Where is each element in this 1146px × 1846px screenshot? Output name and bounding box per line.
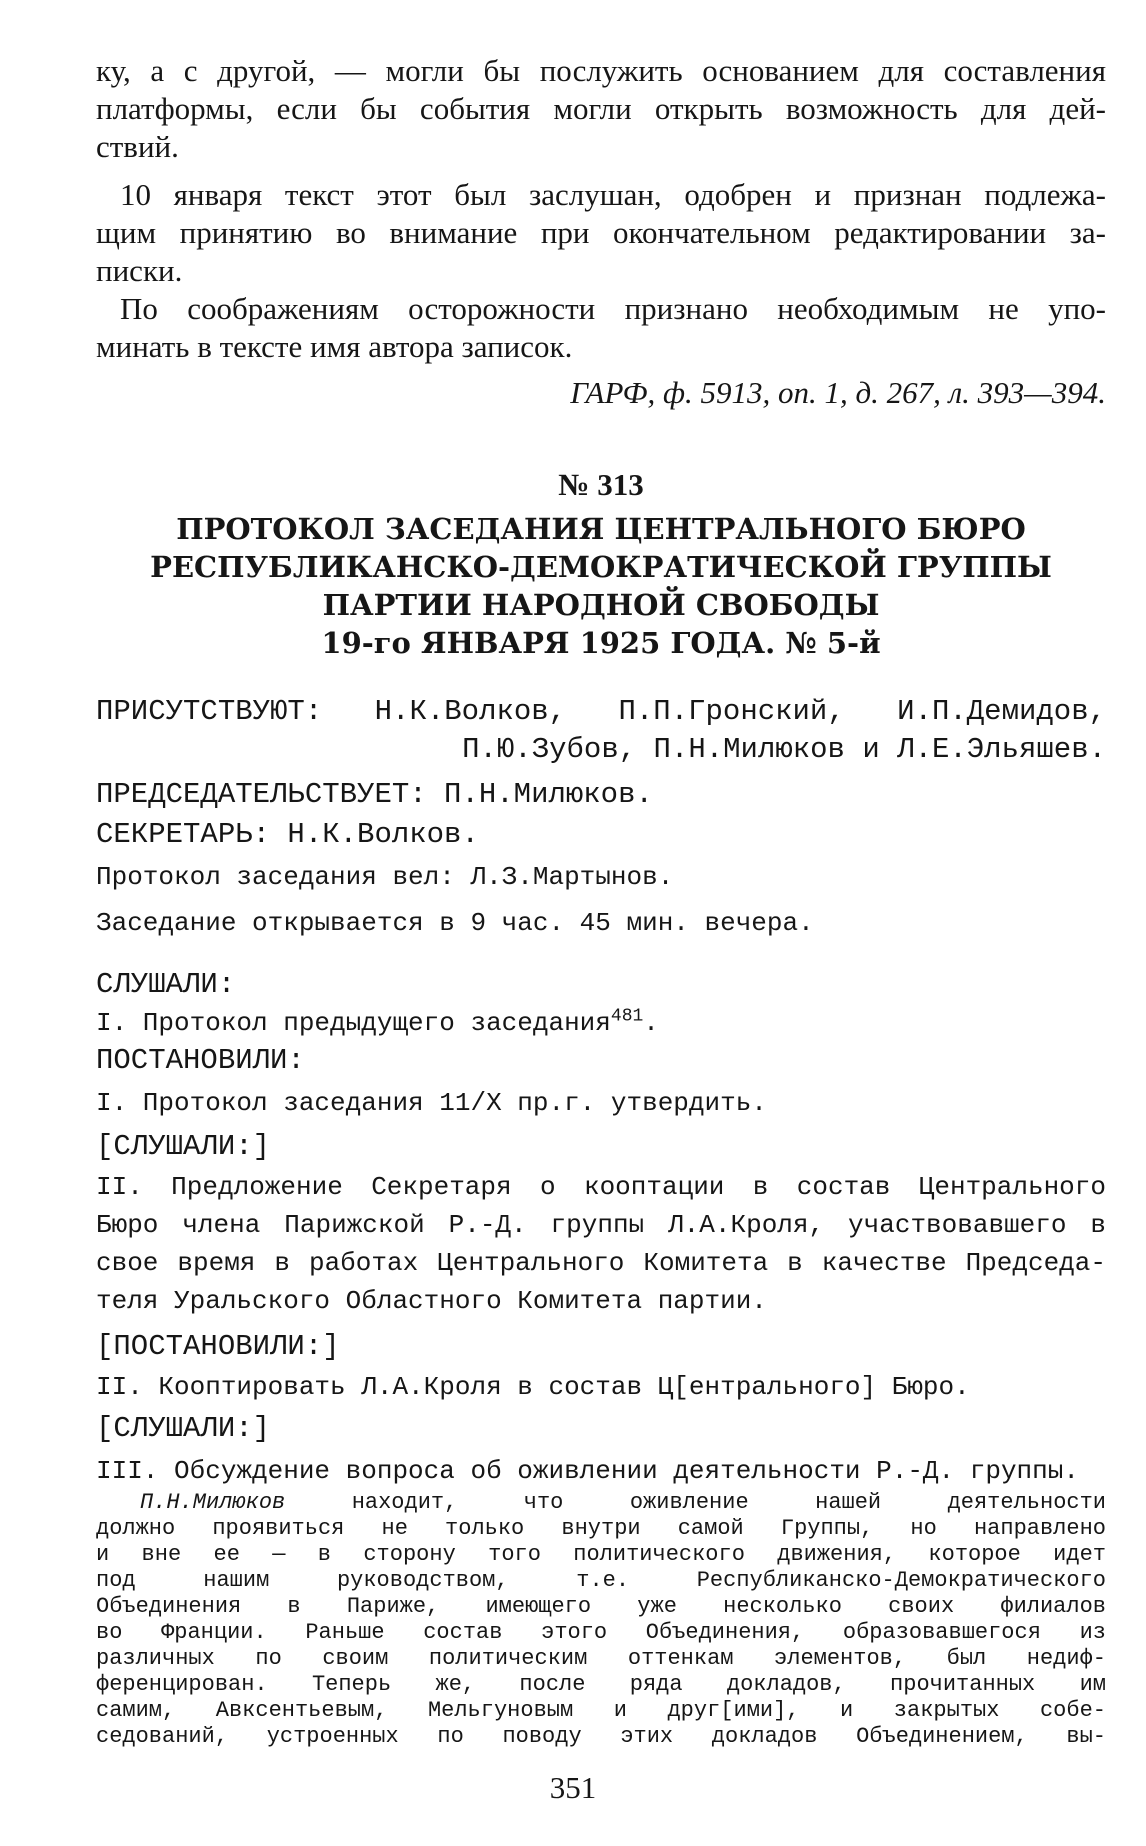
heard-heading: [СЛУШАЛИ:] xyxy=(96,1412,271,1445)
heard-heading: СЛУШАЛИ: xyxy=(96,968,236,1001)
discussion-line: седований, устроенных по поводу этих докладов Объединением, вы- xyxy=(96,1724,1106,1749)
secretary: СЕКРЕТАРЬ: Н.К.Волков. xyxy=(96,818,479,851)
agenda-item: теля Уральского Областного Комитета партии. xyxy=(96,1286,767,1316)
resolution: II. Кооптировать Л.А.Кроля в состав Ц[ентрального] Бюро. xyxy=(96,1372,970,1402)
speaker-name: П.Н.Милюков xyxy=(140,1490,286,1515)
chairman: ПРЕДСЕДАТЕЛЬСТВУЕТ: П.Н.Милюков. xyxy=(96,778,653,811)
document-title: РЕСПУБЛИКАНСКО-ДЕМОКРАТИЧЕСКОЙ ГРУППЫ xyxy=(150,550,1052,584)
archive-reference: ГАРФ, ф. 5913, оп. 1, д. 267, л. 393—394. xyxy=(570,375,1106,410)
discussion-line: Объединения в Париже, имеющего уже несколько своих филиалов xyxy=(96,1594,1106,1619)
agenda-item: свое время в работах Центрального Комитета в качестве Председа- xyxy=(96,1248,1106,1278)
agenda-item: III. Обсуждение вопроса об оживлении деятельности Р.-Д. группы. xyxy=(96,1456,1079,1486)
discussion-line: ференцирован. Теперь же, после ряда докладов, прочитанных им xyxy=(96,1672,1106,1697)
resolution: I. Протокол заседания 11/X пр.г. утвердить. xyxy=(96,1088,767,1118)
page-number: 351 xyxy=(549,1770,597,1805)
heard-heading: [СЛУШАЛИ:] xyxy=(96,1130,271,1163)
agenda-item: II. Предложение Секретаря о кооптации в состав Центрального xyxy=(96,1172,1106,1202)
footnote-ref: 481 xyxy=(610,1006,644,1027)
opening-time: Заседание открывается в 9 час. 45 мин. вечера. xyxy=(96,908,814,938)
text-line: щим принятию во внимание при окончательном редактировании за- xyxy=(96,215,1106,250)
text-line: По соображениям осторожности признано необходимым не упо- xyxy=(120,291,1106,326)
discussion-line: должно проявиться не только внутри самой Группы, но направлено xyxy=(96,1516,1106,1541)
text-line: платформы, если бы события могли открыть возможность для дей- xyxy=(96,91,1106,126)
document-date: 19-го ЯНВАРЯ 1925 ГОДА. № 5-й xyxy=(321,626,881,660)
discussion-line: самим, Авксентьевым, Мельгуновым и друг[ими], и закрытых собе- xyxy=(96,1698,1106,1723)
agenda-item: Бюро члена Парижской Р.-Д. группы Л.А.Кроля, участвовавшего в xyxy=(96,1210,1106,1240)
attendees: ПРИСУТСТВУЮТ: Н.К.Волков, П.П.Гронский, И.П.Демидов, xyxy=(96,695,1106,728)
text-line: 10 января текст этот был заслушан, одобрен и признан подлежа- xyxy=(120,177,1106,212)
agenda-item: I. Протокол предыдущего заседания$^{481}$. xyxy=(96,1006,659,1038)
resolved-heading: [ПОСТАНОВИЛИ:] xyxy=(96,1330,340,1363)
attendees: П.Ю.Зубов, П.Н.Милюков и Л.Е.Эльяшев. xyxy=(462,733,1106,766)
text-line: писки. xyxy=(96,253,183,288)
resolved-heading: ПОСТАНОВИЛИ: xyxy=(96,1044,305,1077)
document-title: ПРОТОКОЛ ЗАСЕДАНИЯ ЦЕНТРАЛЬНОГО БЮРО xyxy=(176,512,1026,546)
text-line: ствий. xyxy=(96,129,179,164)
discussion-line: под нашим руководством, т.е. Республиканско-Демократического xyxy=(96,1568,1106,1593)
discussion-line: во Франции. Раньше состав этого Объединения, образовавшегося из xyxy=(96,1620,1106,1645)
discussion-line: различных по своим политическим оттенкам элементов, был недиф- xyxy=(96,1646,1106,1671)
document-title: ПАРТИИ НАРОДНОЙ СВОБОДЫ xyxy=(322,588,880,622)
text-line: минать в тексте имя автора записок. xyxy=(96,329,573,364)
minutes-keeper: Протокол заседания вел: Л.З.Мартынов. xyxy=(96,862,674,892)
text-line: ку, а с другой, — могли бы послужить основанием для составления xyxy=(96,53,1106,88)
document-number: № 313 xyxy=(558,467,644,502)
discussion-line: и вне ее — в сторону того политического движения, которое идет xyxy=(96,1542,1106,1567)
discussion-line: П.Н.Милюков находит, что оживление нашей деятельности xyxy=(140,1490,1107,1515)
